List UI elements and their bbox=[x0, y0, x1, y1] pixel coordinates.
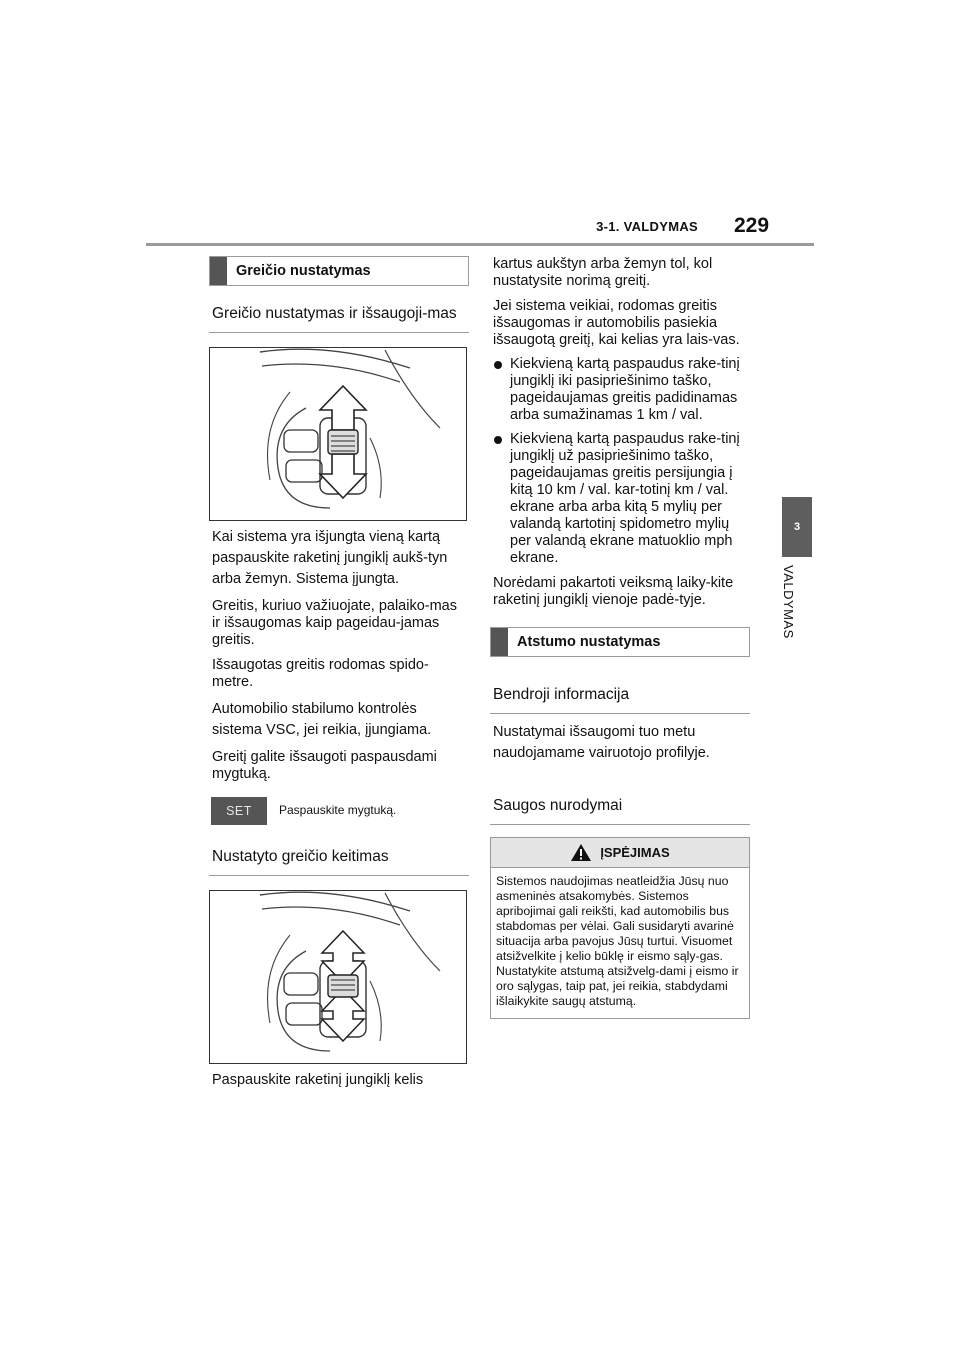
page-header bbox=[0, 0, 960, 250]
set-button[interactable]: SET bbox=[211, 797, 267, 825]
bullet-dot-icon bbox=[493, 431, 510, 567]
bullet-dot-icon bbox=[493, 356, 510, 424]
page-number: 229 bbox=[734, 214, 770, 237]
right-column bbox=[490, 256, 750, 1019]
general-info-subheading: Bendroji informacija bbox=[490, 677, 750, 714]
heading-title: Atstumo nustatymas bbox=[517, 634, 661, 650]
steering-wheel-rocker-switch-illustration bbox=[210, 348, 466, 520]
chapter-number: 3 bbox=[793, 521, 801, 533]
left-column bbox=[209, 256, 469, 1089]
warning-title: ĮSPĖJIMAS bbox=[600, 845, 670, 860]
header-rule bbox=[146, 243, 814, 246]
figure-rocker-switch-save bbox=[209, 347, 467, 521]
heading-title: Greičio nustatymas bbox=[236, 263, 371, 279]
warning-box bbox=[490, 837, 750, 1019]
figure-rocker-switch-change bbox=[209, 890, 467, 1064]
paragraph-vsc: Automobilio stabilumo kontrolės sistema VSC, jei reikia, įjungiama. bbox=[212, 701, 432, 738]
paragraph-profile: Nustatymai išsaugomi tuo metu naudojamame vairuotojo profilyje. bbox=[493, 724, 710, 761]
safety-subheading: Saugos nurodymai bbox=[490, 788, 750, 825]
chapter-label: VALDYMAS bbox=[781, 565, 796, 639]
bullet-item bbox=[490, 431, 750, 567]
paragraph-turn-on: Kai sistema yra išjungta vieną kartą paspauskite raketinį jungiklį aukš-tyn arba žemyn. Sistema įjungta. bbox=[212, 529, 448, 587]
paragraph-press-several: Paspauskite raketinį jungiklį kelis bbox=[212, 1072, 424, 1088]
paragraph-repeat: Norėdami pakartoti veiksmą laiky-kite raketinį jungiklį vienoje padė-tyje. bbox=[493, 575, 734, 608]
paragraph-save-button: Greitį galite išsaugoti paspausdami mygtuką. bbox=[212, 749, 437, 782]
warning-header bbox=[491, 838, 749, 868]
steering-wheel-rocker-switch-illustration-2 bbox=[210, 891, 466, 1063]
warning-triangle-icon bbox=[570, 843, 592, 862]
bullet-text: Kiekvieną kartą paspaudus rake-tinį jungiklį iki pasipriešinimo taško, pageidaujamas greitis padidinamas arba sumažinamas 1 km / val. bbox=[510, 356, 740, 423]
distance-heading bbox=[490, 627, 750, 657]
bullet-item bbox=[490, 356, 750, 424]
chapter-side-label bbox=[781, 565, 806, 655]
set-button-row bbox=[209, 797, 469, 825]
chapter-tab[interactable] bbox=[782, 497, 812, 557]
paragraph-continue: kartus aukštyn arba žemyn tol, kol nustatysite norimą greitį. bbox=[493, 256, 713, 289]
warning-text: Sistemos naudojimas neatleidžia Jūsų nuo asmeninės atsakomybės. Sistemos apribojimai gali reikšti, kad automobilis bus stabdomas per vėlai. Gali susidaryti avarinė situacija arba pavojus Jūsų turtui. Visuomet atsižvelkite į kelio būklę ir eismo sąly-gas. Nustatykite atstumą atsižvelg-dami į eismo ir oro sąlygas, taip pat, jei reikia, stabdydami išlaikykite saugų atstumą. bbox=[496, 874, 739, 1008]
set-caption: Paspauskite mygtuką. bbox=[279, 803, 397, 817]
bullet-text: Kiekvieną kartą paspaudus rake-tinį jungiklį už pasipriešinimo taško, pageidaujamas greitis persijungia į kitą 10 km / val. kar-totinį km / val. ekrane arba arba kitą 5 mylių per valandą kartotinį spidometro mylių per valandą ekrane matuoklio mph ekrane. bbox=[510, 431, 740, 566]
paragraph-speed-saved: Greitis, kuriuo važiuojate, palaiko-mas ir išsaugomas kaip pageidau-jamas greitis. bbox=[212, 598, 457, 648]
section-label: 3-1. VALDYMAS bbox=[596, 219, 698, 234]
speed-setting-heading bbox=[209, 256, 469, 286]
speed-setting-subheading: Greičio nustatymas ir išsaugoji-mas bbox=[209, 296, 469, 333]
paragraph-system-active: Jei sistema veikiai, rodomas greitis išsaugomas ir automobilis pasiekia išsaugotą greitį, kai kelias yra lais-vas. bbox=[493, 298, 740, 348]
change-speed-subheading: Nustatyto greičio keitimas bbox=[209, 839, 469, 876]
paragraph-speedometer: Išsaugotas greitis rodomas spido-metre. bbox=[212, 657, 429, 690]
heading-marker bbox=[491, 628, 508, 656]
heading-marker bbox=[210, 257, 227, 285]
